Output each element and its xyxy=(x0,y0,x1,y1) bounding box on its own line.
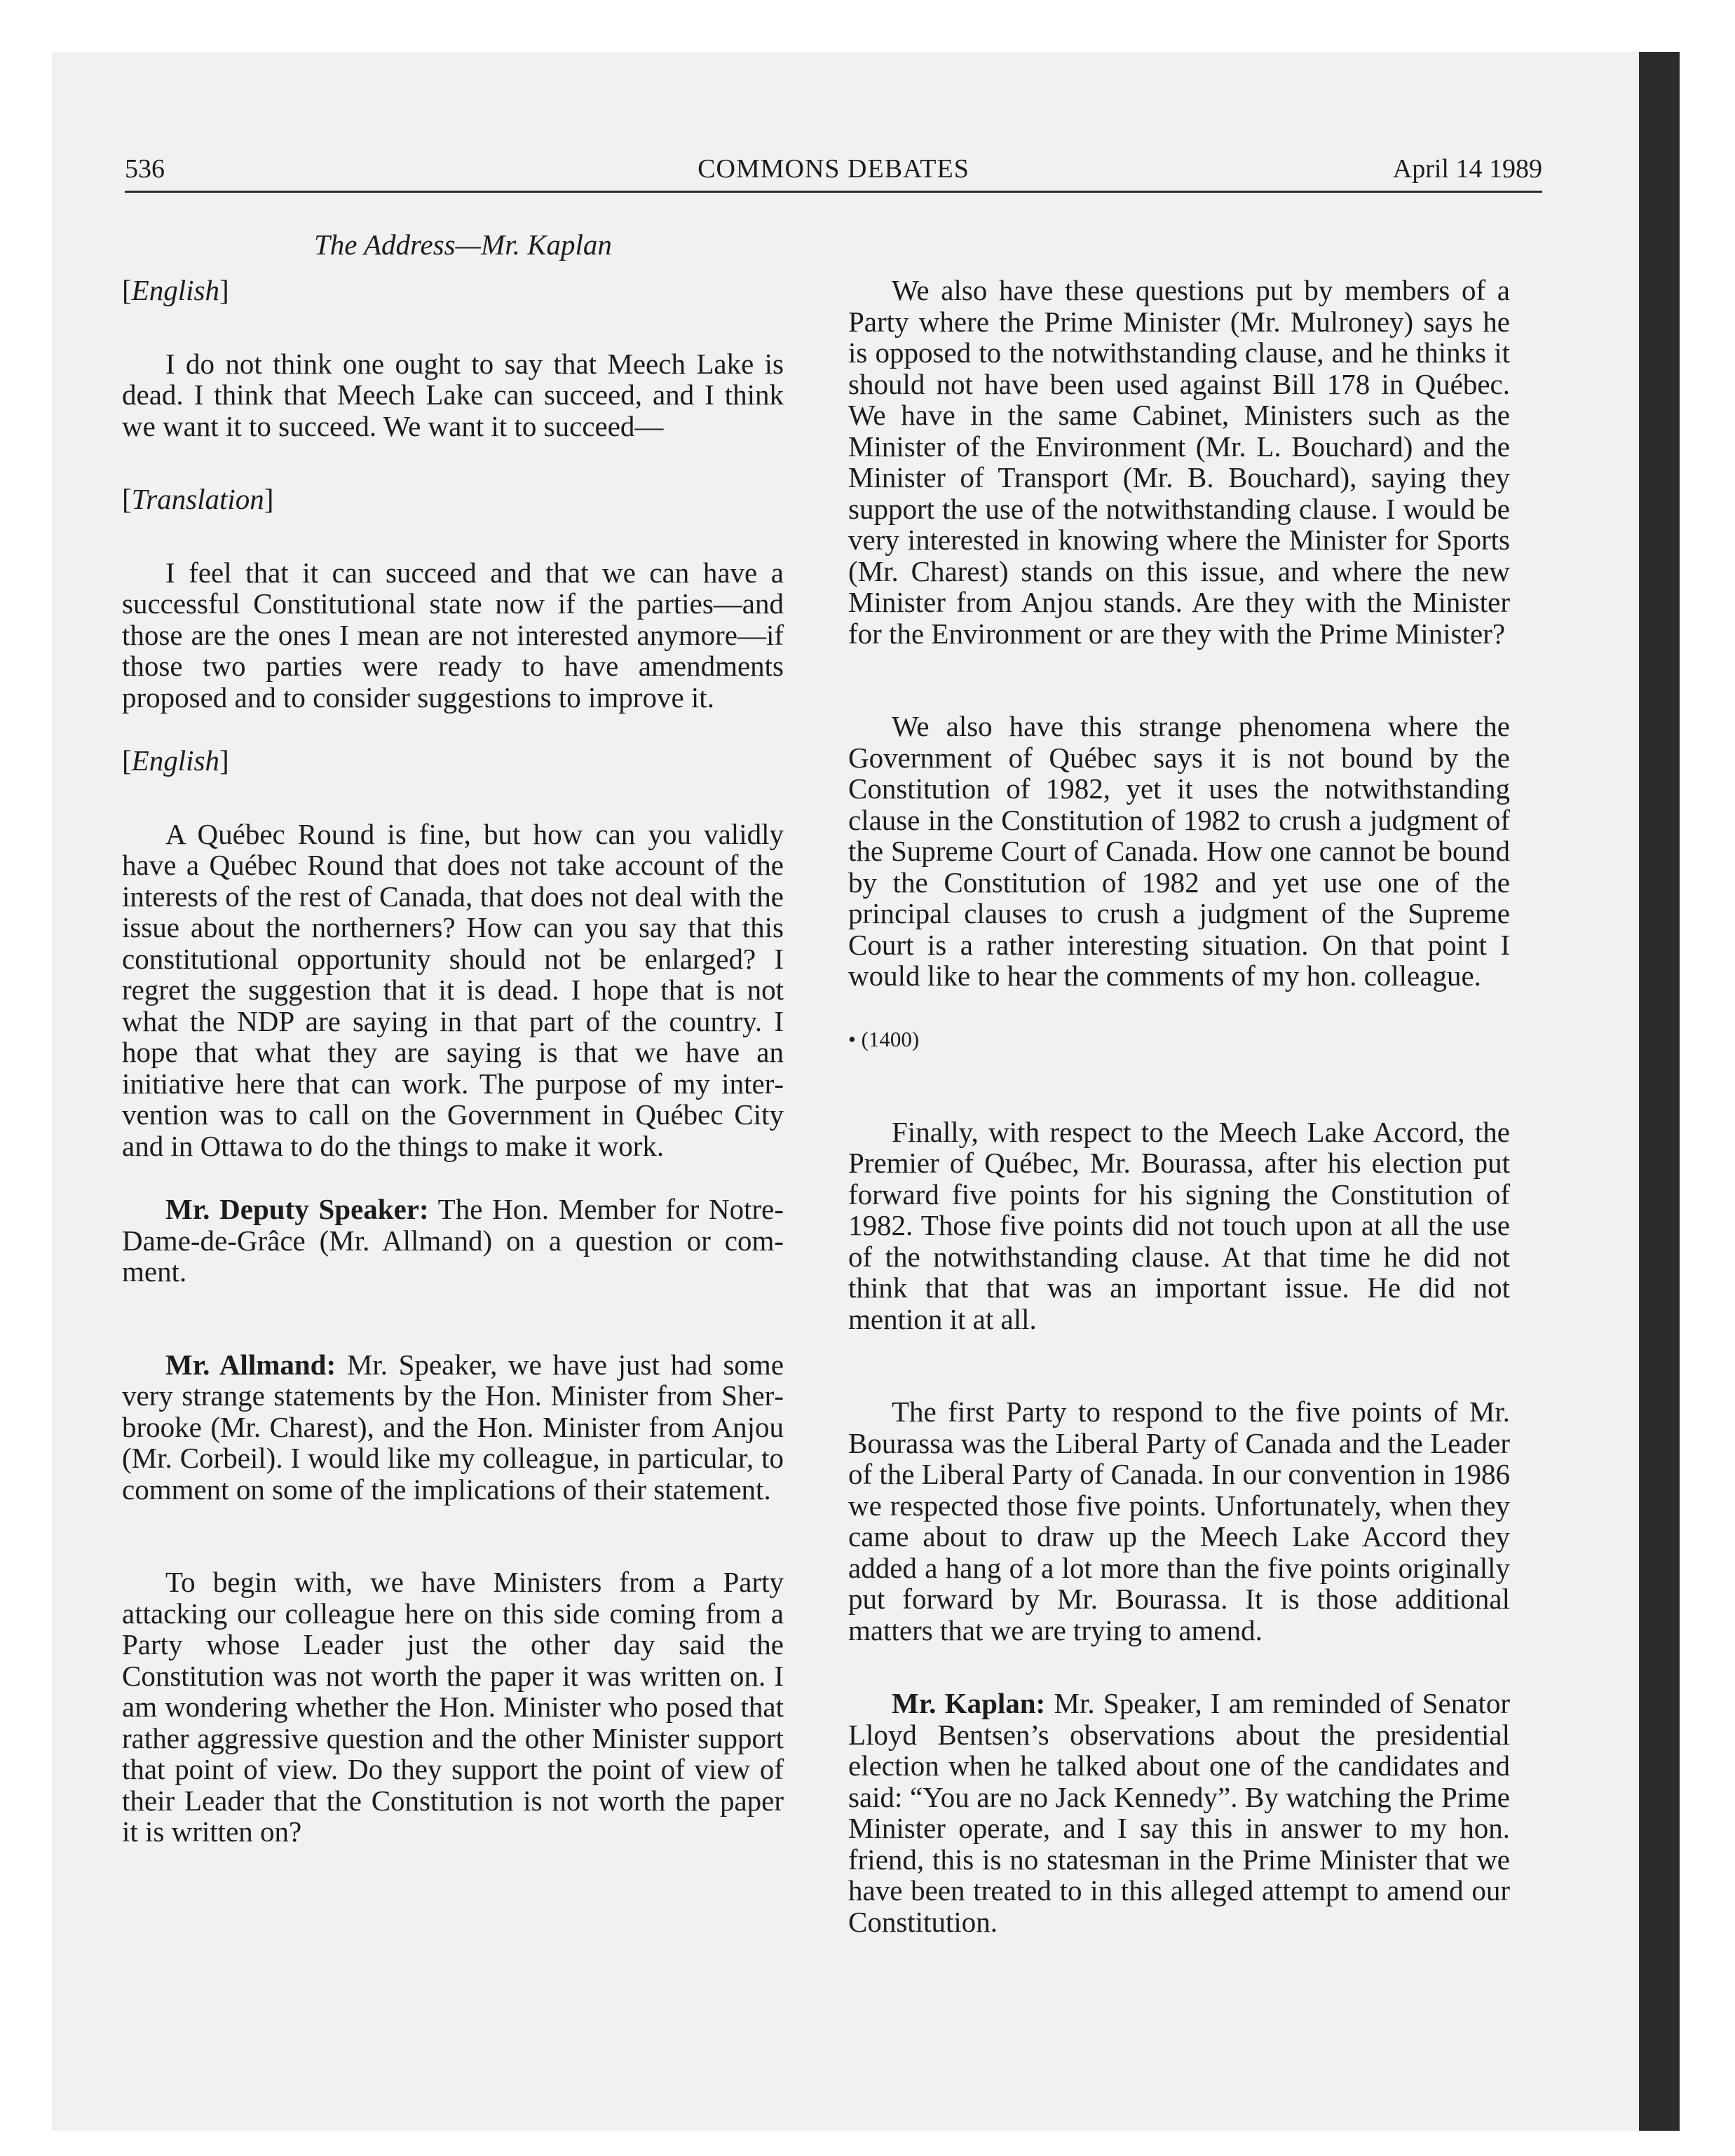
page-header xyxy=(125,151,1542,191)
speech-paragraph: Mr. Allmand: Mr. Speaker, we have just had some very strange statements by the Hon. Minister from Sherbrooke (Mr. Charest), and the Hon. Minister from Anjou (Mr. Corbeil). I would like my colleague, in particular, to comment on some of the implications of their statement. xyxy=(122,1348,784,1506)
paragraph: Finally, with respect to the Meech Lake Accord, the Premier of Québec, Mr. Bourassa, after his election put forward five points for his signing the Constitution of 1982. Those five points did not touch upon at all the use of the notwithstanding clause. At that time he did not think that that was an important issue. He did not mention it at all. xyxy=(848,1115,1510,1335)
timestamp-marker: • (1400) xyxy=(848,1026,920,1051)
language-marker: [Translation] xyxy=(122,483,274,515)
header-rule xyxy=(125,191,1542,193)
language-marker: [English] xyxy=(122,744,229,777)
scan-edge-bar xyxy=(1639,52,1680,2131)
paragraph: I feel that it can succeed and that we can have a successful Constitutional state now if the parties—and those are the ones I mean are not interested anymore—if those two parties were ready to have amendments proposed and to consider suggestions to improve it. xyxy=(122,556,784,714)
running-head: The Address—Mr. Kaplan xyxy=(314,228,612,261)
speaker-name: Mr. Kaplan: xyxy=(892,1687,1046,1719)
page-number: 536 xyxy=(125,154,165,184)
paragraph: I do not think one ought to say that Meech Lake is dead. I think that Meech Lake can succeed, and I think we want it to succeed. We want it to succeed— xyxy=(122,347,784,442)
left-column xyxy=(122,275,784,1848)
publication-title: COMMONS DEBATES xyxy=(698,154,969,184)
language-marker: [English] xyxy=(122,274,229,306)
paragraph: We also have these questions put by members of a Party where the Prime Minister (Mr. Mulroney) says he is opposed to the notwithstanding clause, and he thinks it should not have been used against Bill 178 in Québec. We have in the same Cabinet, Ministers such as the Minister of the Environment (Mr. L. Bouchard) and the Minister of Transport (Mr. B. Bouchard), saying they support the use of the notwithstanding clause. I would be very interested in knowing where the Minister for Sports (Mr. Charest) stands on this issue, and where the new Minister from Anjou stands. Are they with the Minister for the Environment or are they with the Prime Minister? xyxy=(848,274,1510,650)
paragraph: A Québec Round is fine, but how can you validly have a Québec Round that does not take account of the interests of the rest of Canada, that does not deal with the issue about the northerners? How can you say that this constitutional opportunity should not be enlarged? I regret the suggestion that it is dead. I hope that is not what the NDP are saying in that part of the country. I hope that what they are saying is that we have an initiative here that can work. The purpose of my intervention was to call on the Government in Québec City and in Ottawa to do the things to make it work. xyxy=(122,817,784,1162)
right-column xyxy=(848,275,1510,1937)
paragraph: The first Party to respond to the five points of Mr. Bourassa was the Liberal Party of Canada and the Leader of the Liberal Party of Canada. In our convention in 1986 we respected those five points. Unfortunately, when they came about to draw up the Meech Lake Accord they added a hang of a lot more than the five points originally put forward by Mr. Bourassa. It is those additional matters that we are trying to amend. xyxy=(848,1396,1510,1646)
speaker-name: Mr. Allmand: xyxy=(165,1348,336,1381)
paragraph: We also have this strange phenomena where the Government of Québec says it is not bound by the Constitution of 1982, yet it uses the notwithstanding clause in the Constitution of 1982 to crush a judgment of the Supreme Court of Canada. How one cannot be bound by the Constitution of 1982 and yet use one of the principal clauses to crush a judgment of the Supreme Court is a rather interesting situation. On that point I would like to hear the comments of my hon. colleague. xyxy=(848,710,1510,992)
speech-paragraph: Mr. Deputy Speaker: The Hon. Member for Notre-Dame-de-Grâce (Mr. Allmand) on a question or comment. xyxy=(122,1193,784,1288)
speech-paragraph: Mr. Kaplan: Mr. Speaker, I am reminded of Senator Lloyd Bentsen’s observations about the presidential election when he talked about one of the candidates and said: “You are no Jack Kennedy”. By watching the Prime Minister operate, and I say this in answer to my hon. friend, this is no statesman in the Prime Minister that we have been treated to in this alleged attempt to amend our Constitution. xyxy=(848,1687,1510,1938)
publication-date: April 14 1989 xyxy=(1392,154,1542,184)
speaker-name: Mr. Deputy Speaker: xyxy=(165,1193,429,1225)
paragraph: To begin with, we have Ministers from a Party attacking our colleague here on this side coming from a Party whose Leader just the other day said the Constitution was not worth the paper it was written on. I am wondering whether the Hon. Minister who posed that rather aggressive question and the other Minister support that point of view. Do they support the point of view of their Leader that the Constitution is not worth the paper it is written on? xyxy=(122,1566,784,1848)
